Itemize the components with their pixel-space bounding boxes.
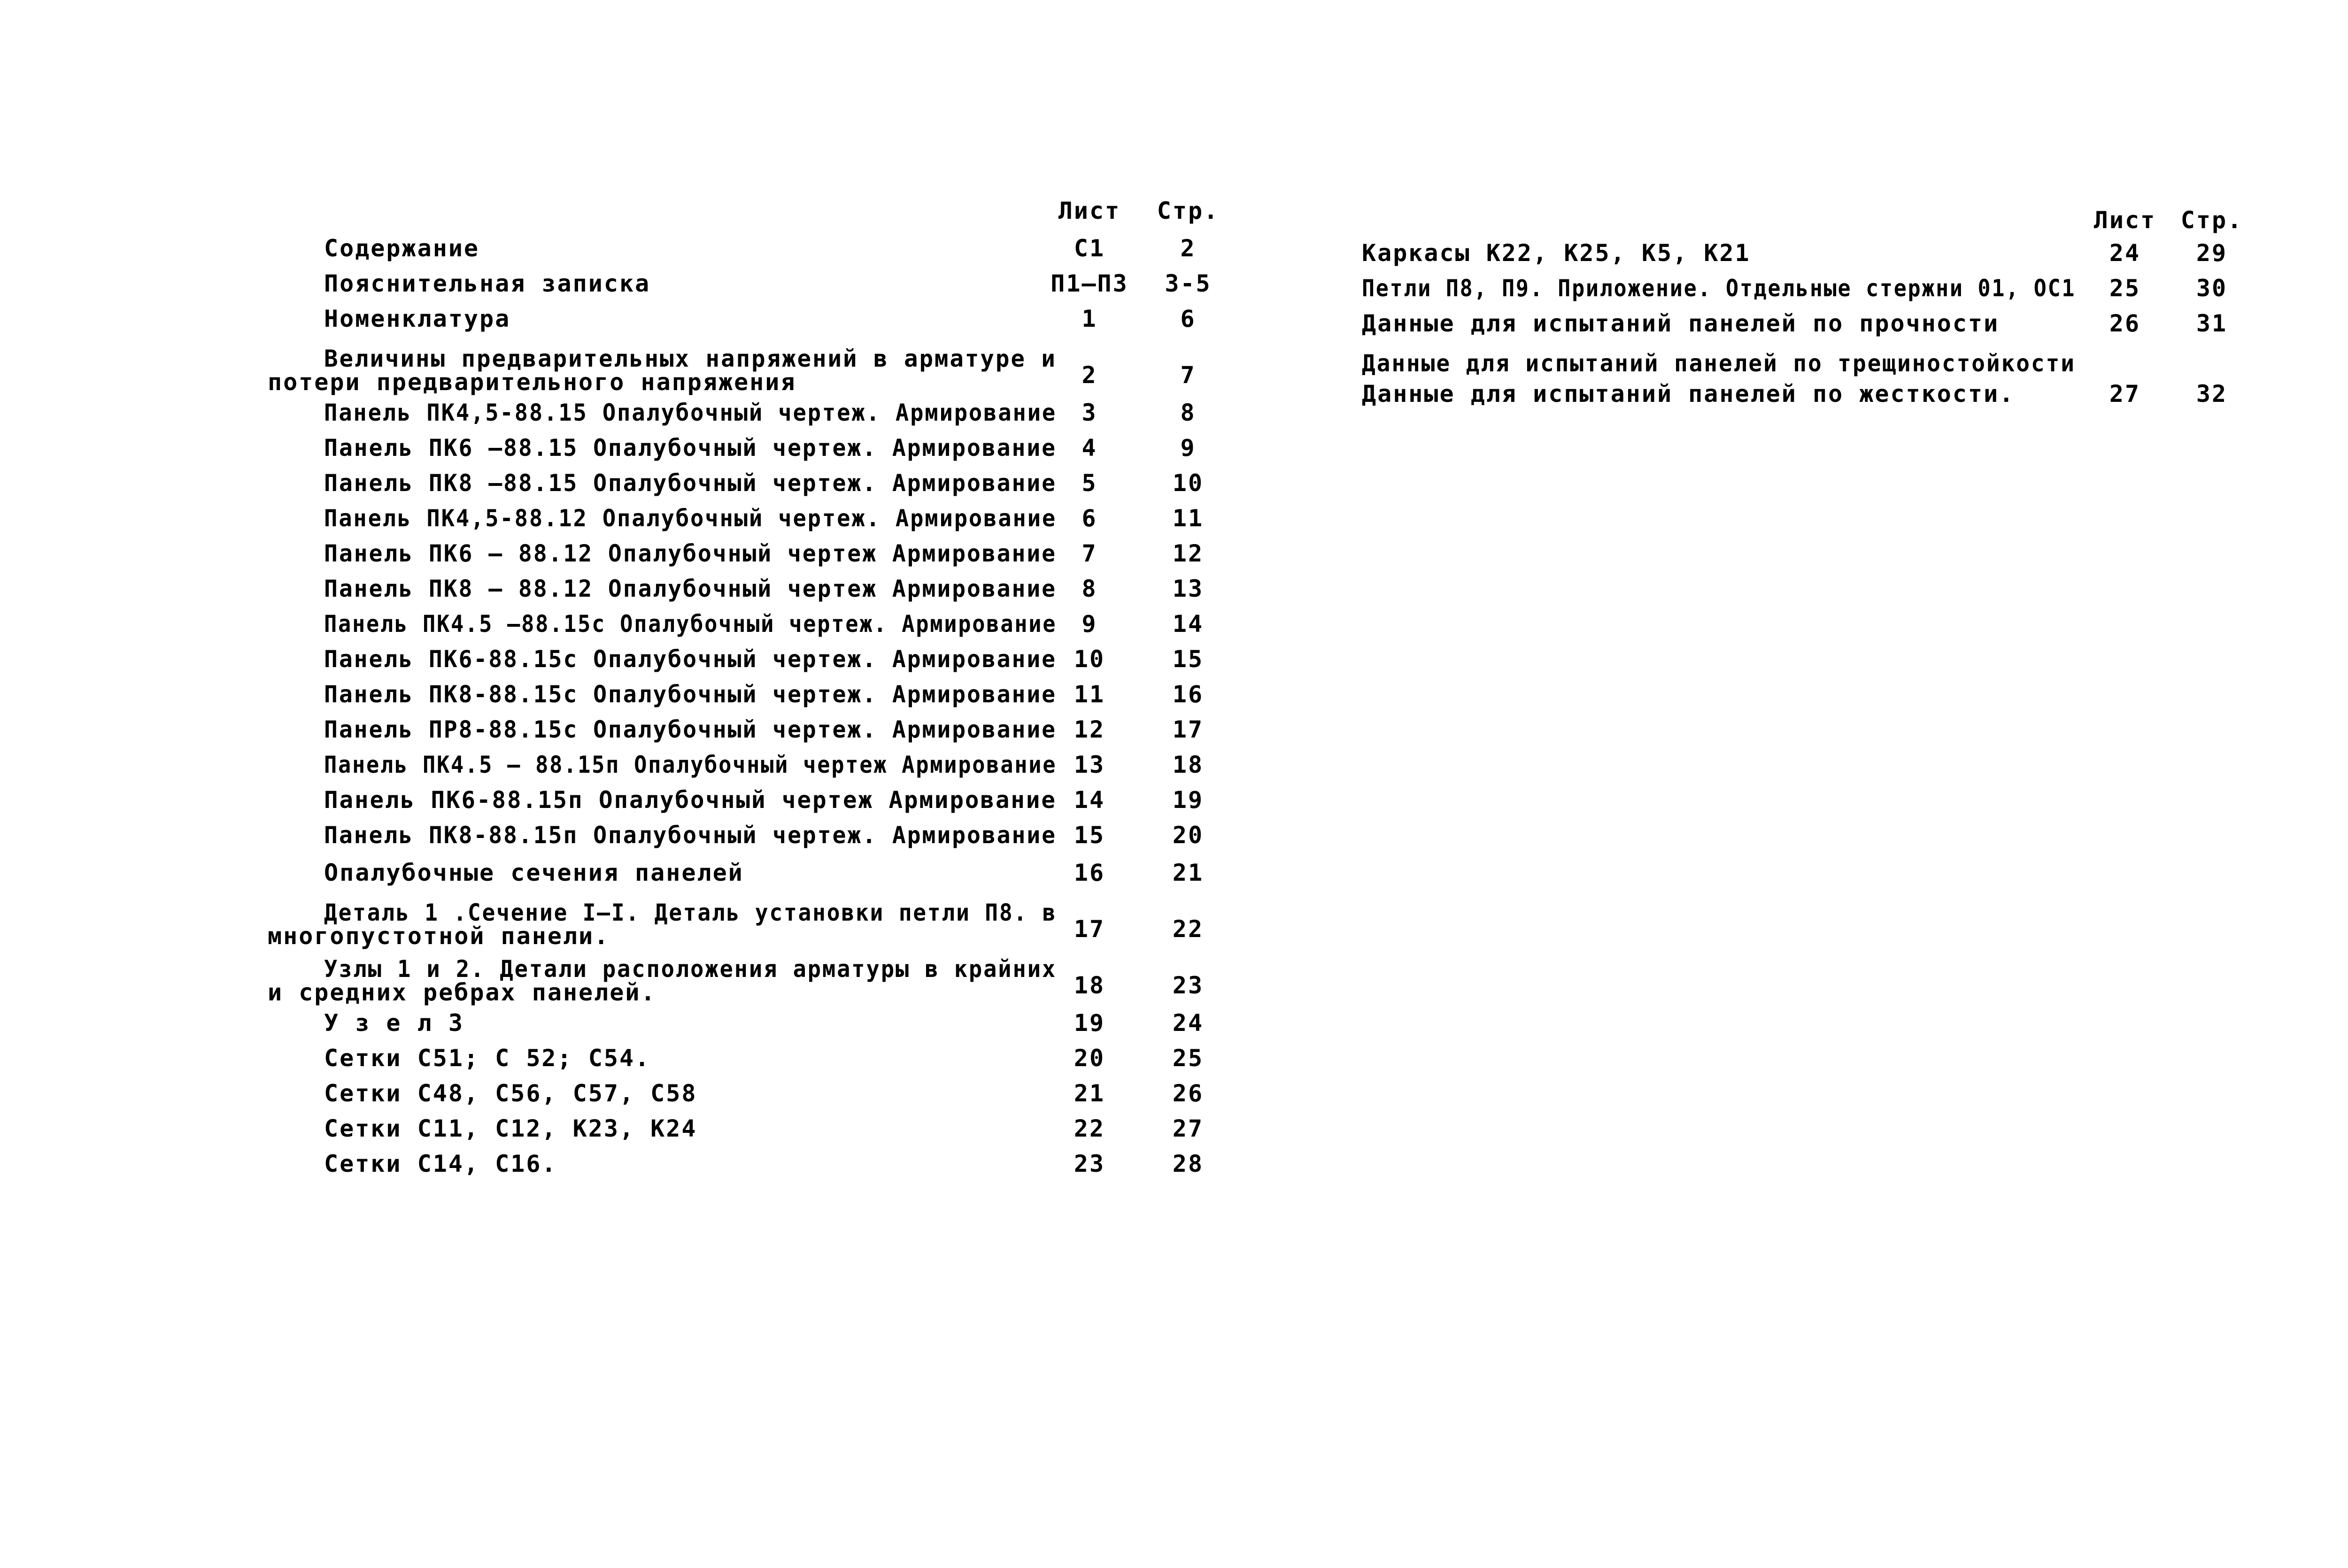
column-header-sheet: Лист: [1058, 197, 1121, 224]
toc-entry-title: Панель ПК6 – 88.12 Опалубочный чертеж Армирование: [324, 540, 1057, 567]
toc-entry-sheet: 5: [1081, 469, 1097, 497]
toc-entry-title: Данные для испытаний панелей по жесткости.: [1362, 380, 2015, 407]
toc-entry-title: Сетки С48, С56, С57, С58: [324, 1080, 697, 1107]
toc-entry-sheet: 22: [1074, 1115, 1105, 1142]
toc-entry-page: 7: [1180, 361, 1196, 389]
toc-entry-sheet: 9: [1081, 610, 1097, 638]
toc-entry-page: 10: [1172, 469, 1204, 497]
toc-entry-sheet: 21: [1074, 1080, 1105, 1107]
toc-entry-sheet: 18: [1074, 972, 1105, 999]
toc-entry-title-continuation: потери предварительного напряжения: [268, 369, 796, 396]
toc-entry-title: Данные для испытаний панелей по прочности: [1362, 310, 2000, 337]
column-header-page: Стр.: [2180, 207, 2243, 234]
toc-entry-sheet: 6: [1081, 505, 1097, 532]
toc-entry-title: Панель ПК8-88.15с Опалубочный чертеж. Армирование: [324, 681, 1057, 708]
toc-entry-page: 18: [1172, 751, 1204, 778]
toc-entry-title: Пояснительная записка: [324, 270, 651, 297]
toc-entry-title: Каркасы К22, К25, К5, К21: [1362, 239, 1751, 267]
toc-entry-page: 20: [1172, 822, 1204, 849]
toc-entry-sheet: 24: [2109, 239, 2141, 267]
toc-entry-title: Панель ПК8-88.15п Опалубочный чертеж. Армирование: [324, 822, 1057, 849]
toc-entry-title: У з е л 3: [324, 1009, 464, 1037]
toc-entry-sheet: 4: [1081, 434, 1097, 461]
toc-entry-page: 9: [1180, 434, 1196, 461]
toc-entry-sheet: 12: [1074, 716, 1105, 743]
toc-entry-sheet: 17: [1074, 915, 1105, 943]
column-header-page: Стр.: [1157, 197, 1220, 224]
toc-entry-title: Сетки С11, С12, К23, К24: [324, 1115, 697, 1142]
toc-entry-title-continuation: многопустотной панели.: [268, 922, 610, 950]
toc-entry-sheet: 15: [1074, 822, 1105, 849]
toc-entry-title: Сетки С51; С 52; С54.: [324, 1045, 651, 1072]
column-header-sheet: Лист: [2093, 207, 2156, 234]
toc-entry-page: 19: [1172, 786, 1204, 814]
toc-entry-title: Панель ПК6-88.15с Опалубочный чертеж. Армирование: [324, 646, 1057, 673]
toc-entry-page: 22: [1172, 915, 1204, 943]
toc-entry-page: 31: [2196, 310, 2228, 337]
toc-entry-sheet: 23: [1074, 1150, 1105, 1177]
toc-entry-sheet: 26: [2109, 310, 2141, 337]
toc-entry-sheet: 7: [1081, 540, 1097, 567]
toc-entry-page: 32: [2196, 380, 2228, 407]
toc-entry-title: Номенклатура: [324, 305, 511, 332]
toc-entry-title: Данные для испытаний панелей по трещиностойкости: [1362, 350, 2076, 377]
toc-entry-page: 3-5: [1165, 270, 1212, 297]
toc-entry-sheet: С1: [1074, 235, 1105, 262]
toc-entry-page: 14: [1172, 610, 1204, 638]
toc-entry-page: 30: [2196, 275, 2228, 302]
toc-entry-sheet: 16: [1074, 859, 1105, 886]
toc-entry-page: 23: [1172, 972, 1204, 999]
toc-entry-sheet: 25: [2109, 275, 2141, 302]
toc-entry-title: Панель ПК4.5 –88.15с Опалубочный чертеж. Армирование: [324, 610, 1057, 638]
toc-entry-title: Панель ПК6-88.15п Опалубочный чертеж Армирование: [324, 786, 1057, 814]
toc-entry-sheet: 20: [1074, 1045, 1105, 1072]
toc-entry-sheet: 14: [1074, 786, 1105, 814]
toc-entry-page: 26: [1172, 1080, 1204, 1107]
toc-entry-sheet: 11: [1074, 681, 1105, 708]
toc-entry-page: 24: [1172, 1009, 1204, 1037]
toc-entry-title: Панель ПК8 – 88.12 Опалубочный чертеж Армирование: [324, 575, 1057, 602]
toc-entry-title: Панель ПК4,5-88.12 Опалубочный чертеж. Армирование: [324, 505, 1057, 532]
toc-entry-title: Узлы 1 и 2. Детали расположения арматуры в крайних: [324, 955, 1057, 983]
toc-entry-page: 12: [1172, 540, 1204, 567]
toc-entry-title-continuation: и средних ребрах панелей.: [268, 979, 657, 1006]
toc-entry-title: Панель ПР8-88.15с Опалубочный чертеж. Армирование: [324, 716, 1057, 743]
toc-entry-page: 25: [1172, 1045, 1204, 1072]
toc-entry-page: 15: [1172, 646, 1204, 673]
toc-entry-page: 29: [2196, 239, 2228, 267]
toc-entry-title: Сетки С14, С16.: [324, 1150, 557, 1177]
toc-entry-page: 28: [1172, 1150, 1204, 1177]
toc-entry-sheet: 27: [2109, 380, 2141, 407]
toc-entry-page: 17: [1172, 716, 1204, 743]
toc-entry-sheet: 19: [1074, 1009, 1105, 1037]
toc-entry-sheet: 8: [1081, 575, 1097, 602]
toc-entry-title: Опалубочные сечения панелей: [324, 859, 744, 886]
toc-entry-title: Деталь 1 .Сечение I–I. Деталь установки петли П8. в: [324, 899, 1057, 926]
toc-entry-title: Панель ПК8 –88.15 Опалубочный чертеж. Армирование: [324, 469, 1057, 497]
toc-entry-page: 8: [1180, 399, 1196, 426]
toc-entry-page: 21: [1172, 859, 1204, 886]
toc-entry-page: 13: [1172, 575, 1204, 602]
toc-entry-page: 16: [1172, 681, 1204, 708]
toc-entry-page: 6: [1180, 305, 1196, 332]
toc-entry-title: Петли П8, П9. Приложение. Отдельные стержни 01, ОС1: [1362, 275, 2076, 302]
toc-entry-title: Панель ПК4,5-88.15 Опалубочный чертеж. Армирование: [324, 399, 1057, 426]
toc-entry-sheet: 1: [1081, 305, 1097, 332]
toc-entry-title: Панель ПК6 –88.15 Опалубочный чертеж. Армирование: [324, 434, 1057, 461]
toc-entry-page: 2: [1180, 235, 1196, 262]
toc-entry-page: 11: [1172, 505, 1204, 532]
toc-entry-sheet: 3: [1081, 399, 1097, 426]
toc-entry-sheet: 13: [1074, 751, 1105, 778]
toc-entry-sheet: 10: [1074, 646, 1105, 673]
toc-entry-title: Панель ПК4.5 – 88.15п Опалубочный чертеж Армирование: [324, 751, 1057, 778]
toc-entry-title: Величины предварительных напряжений в арматуре и: [324, 345, 1057, 372]
toc-entry-page: 27: [1172, 1115, 1204, 1142]
toc-entry-sheet: 2: [1081, 361, 1097, 389]
toc-entry-title: Содержание: [324, 235, 480, 262]
toc-entry-sheet: П1–П3: [1050, 270, 1128, 297]
